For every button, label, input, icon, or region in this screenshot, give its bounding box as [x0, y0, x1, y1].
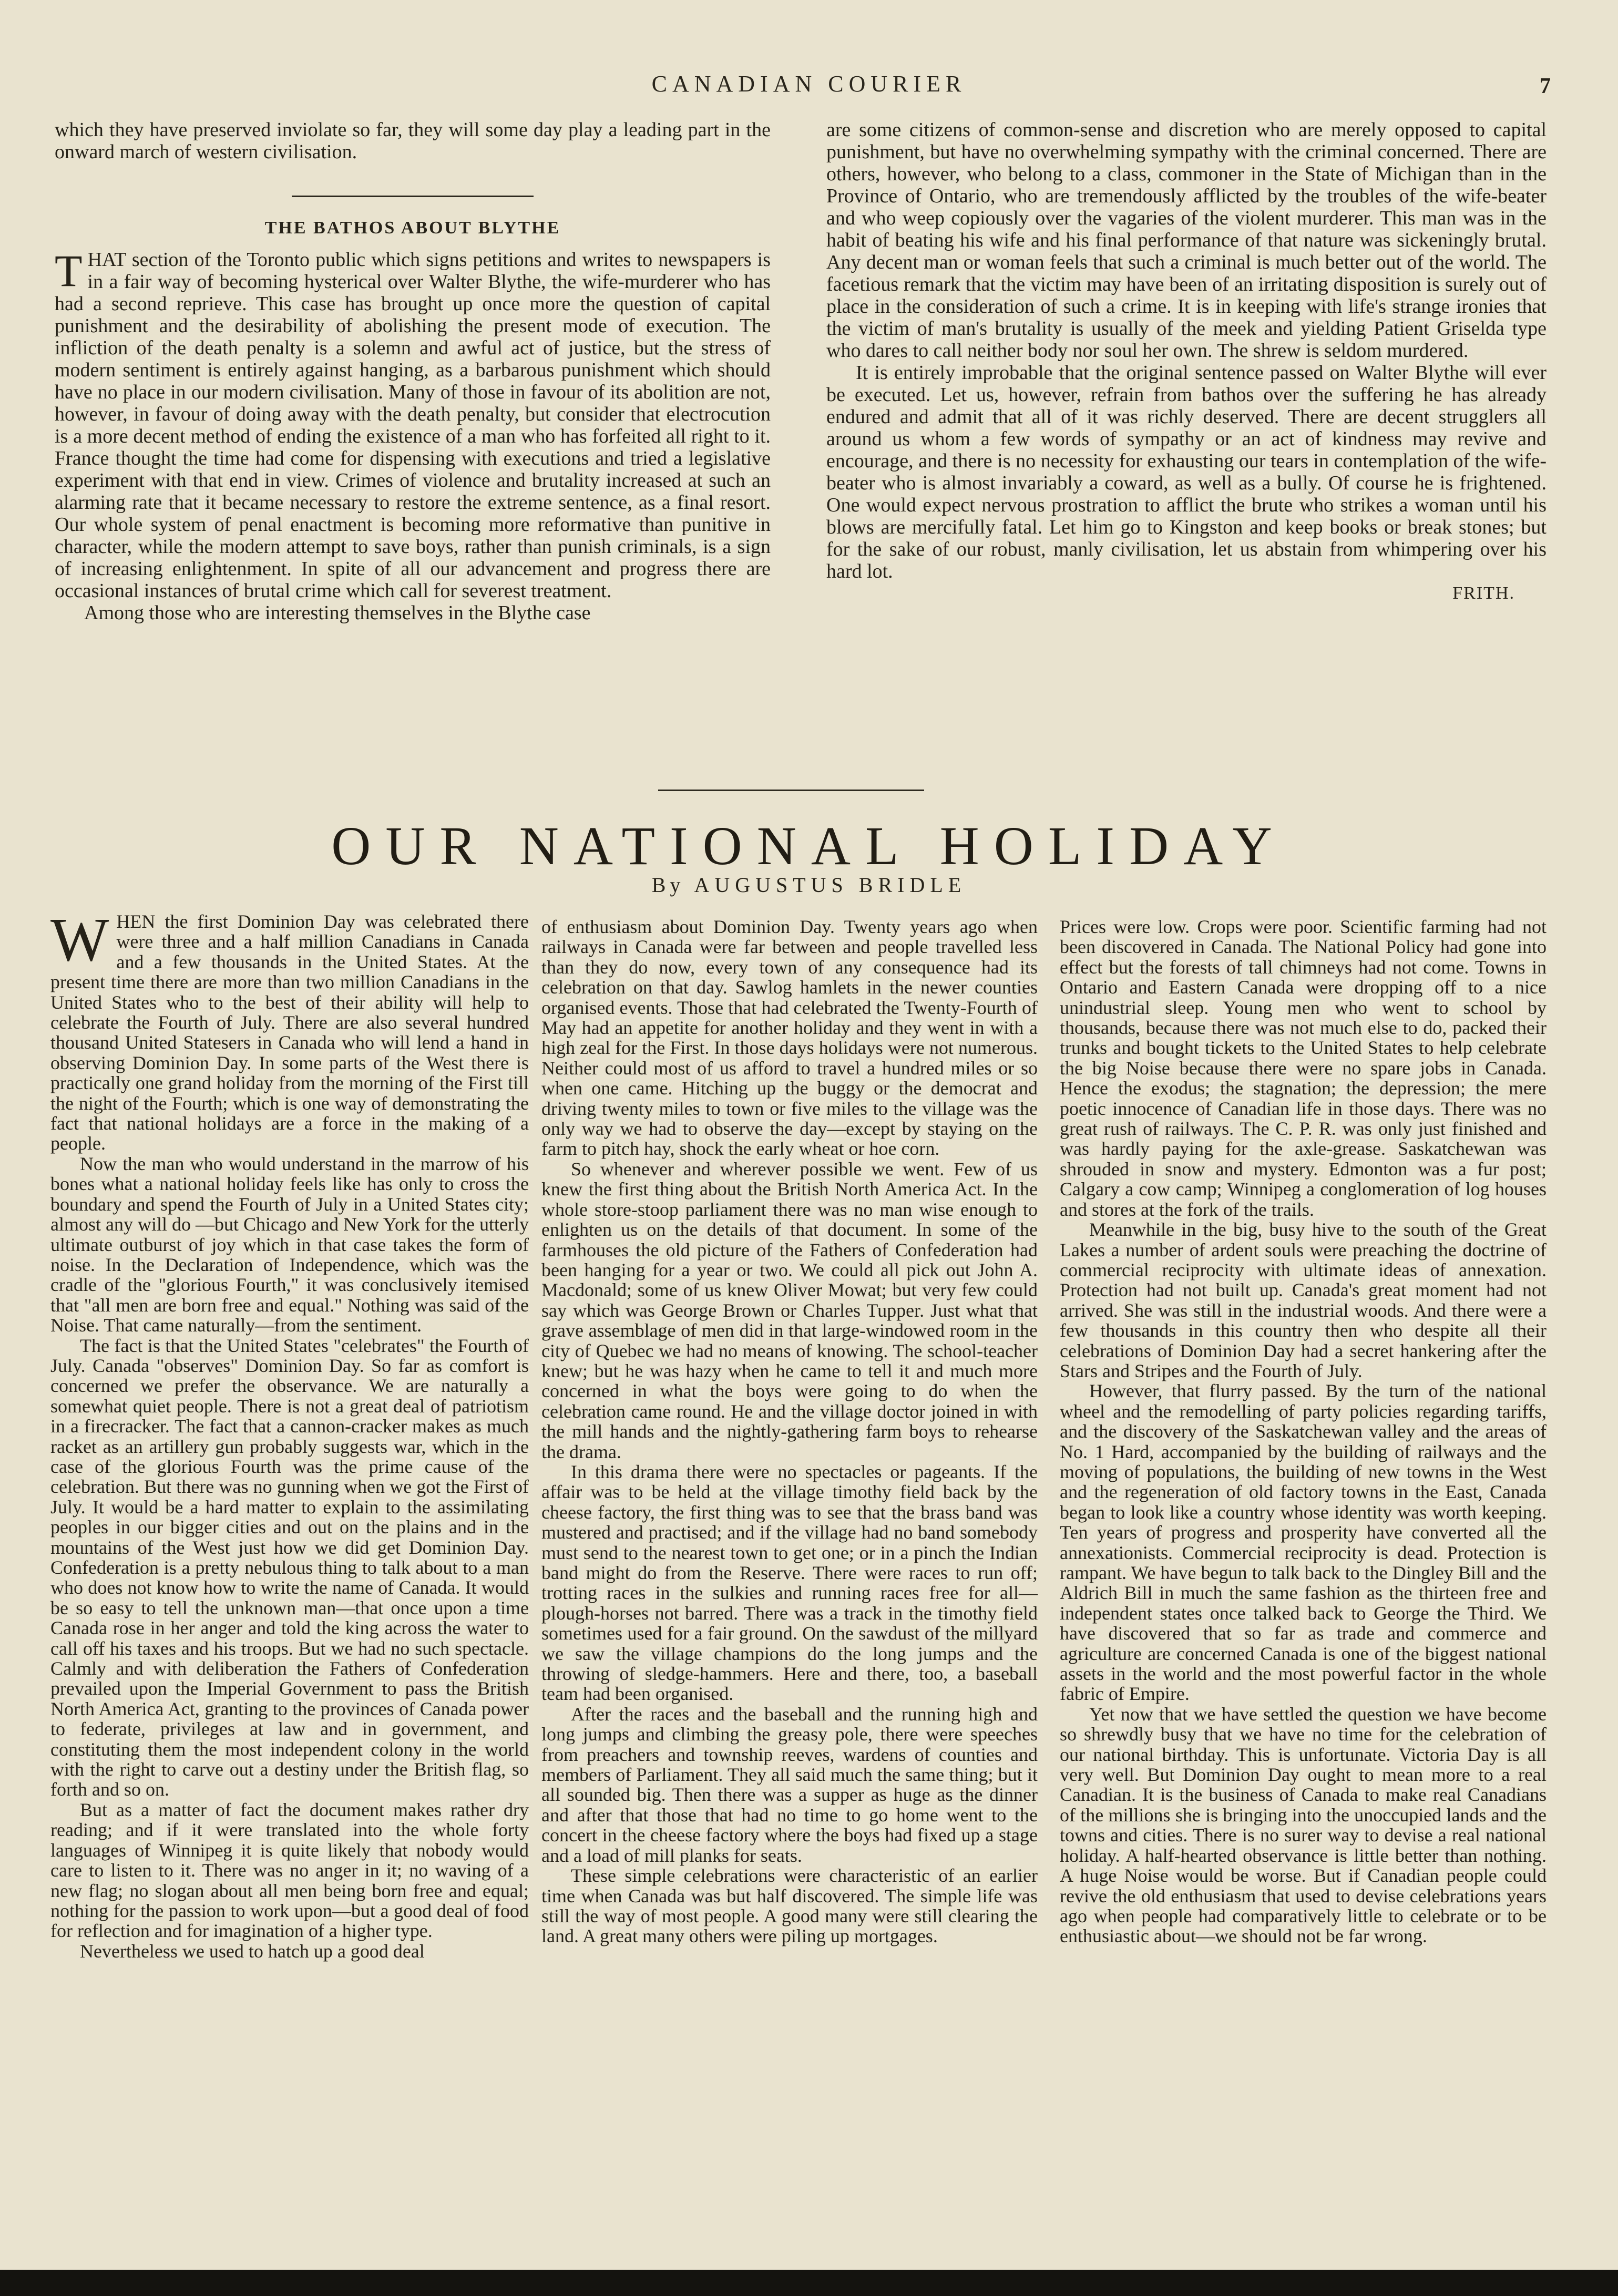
drop-cap: T: [55, 245, 83, 296]
article-paragraph: Prices were low. Crops were poor. Scientific farming had not been discovered in Canada. The National Policy had gone into effect but the forests of tall chimneys had not come. Towns in Ontario and Eastern Canada were dropping off to a nice unindustrial sleep. Young men who went to school by thousands, because there was not much else to do, packed their trunks and bought tickets to the United States to help celebrate the big Noise because there were no spare jobs in Canada. Hence the exodus; the stagnation; the depression; the mere poetic innocence of Canadian life in those days. There was no great rush of railways. The C. P. R. was only just finished and was hardly paying for the axle-grease. Saskatchewan was shrouded in snow and mystery. Edmonton was a fur post; Calgary a cow camp; Winnipeg a conglomeration of log houses and stores at the fork of the trails.: [1060, 916, 1547, 1220]
article-column-1: [50, 905, 529, 1962]
page-header-title: CANADIAN COURIER: [651, 71, 967, 97]
article-paragraph: After the races and the baseball and the running high and long jumps and climbing the greasy pole, there were speeches from preachers and township reeves, wardens of counties and members of Parliament. They all said much the same thing; but it all sounded big. Then there was a supper as huge as the dinner and after that those that had no time to go home went to the concert in the cheese factory where the boys had fixed up a stage and a load of mill planks for seats.: [541, 1703, 1038, 1866]
editorial-paragraph: It is entirely improbable that the original sentence passed on Walter Blythe will ever be executed. Let us, however, refrain from bathos over the suffering he has already endured and admit that all of it was richly deserved. There are decent strugglers all around us whom a few words of sympathy or an act of kindness may revive and encourage, and there is no necessity for exhausting our tears in contemplation of the wife-beater who is almost invariably a coward, as well as a bully. Of course he is frightened. One would expect nervous prostration to afflict the brute who strikes a woman until his blows are mercifully fatal. Let him go to Kingston and keep books or break stones; but for the sake of our robust, manly civilisation, let us abstain from whimpering over his hard lot.: [826, 362, 1547, 582]
article-paragraph: So whenever and wherever possible we went. Few of us knew the first thing about the British North America Act. In the whole store-stoop parliament there was no man wise enough to enlighten us on the details of that document. In some of the farmhouses the old picture of the Fathers of Confederation had been hanging for a year or two. We could all pick out John A. Macdonald; some of us knew Oliver Mowat; but very few could say which was George Brown or Charles Tupper. Just what that grave assemblage of men did in that large-windowed room in the city of Quebec we had no means of knowing. The school-teacher knew; but he was hazy when he came to tell it and much more concerned in what the boys were going to do when the celebration came round. He and the village doctor joined in with the mill hands and the nightly-gathering farm boys to rehearse the drama.: [541, 1158, 1038, 1462]
byline-prefix: By: [651, 873, 685, 897]
article-paragraph: However, that flurry passed. By the turn of the national wheel and the remodelling of party policies regarding tariffs, and the discovery of the Saskatchewan valley and the areas of No. 1 Hard, accompanied by the building of railways and the moving of populations, the building of new towns in the West and the regeneration of old factory towns in the East, Canada began to look like a country whose identity was worth keeping. Ten years of progress and prosperity have converted all the annexationists. Commercial reciprocity is dead. Protection is rampant. We have begun to talk back to the Dingley Bill and the Aldrich Bill in much the same fashion as the thirteen free and independent states once talked back to George the Third. We have discovered that so far as trade and commerce and agriculture are concerned Canada is one of the biggest national assets in the world and the most powerful factor in the whole fabric of Empire.: [1060, 1380, 1547, 1705]
page-bottom-edge: [0, 2270, 1618, 2296]
continued-paragraph: which they have preserved inviolate so far, they will some day play a leading part in the onward march of western civilisation.: [55, 119, 771, 163]
editorial-right-column: [826, 119, 1547, 604]
editorial-paragraph: THAT section of the Toronto public which signs petitions and writes to newspapers is in a fair way of becoming hysterical over Walter Blythe, the wife-murderer who has had a second reprieve. This case has brought up once more the question of capital punishment and the desirability of abolishing the present mode of execution. The infliction of the death penalty is a solemn and awful act of justice, but the stress of modern sentiment is entirely against hanging, as a barbarous punishment which should have no place in our modern civilisation. Many of those in favour of its abolition are not, however, in favour of doing away with the death penalty, but consider that electrocution is a more decent method of ending the existence of a man who has forfeited all right to it. France thought the time had come for dispensing with executions and tried a legislative experiment with that end in view. Crimes of violence and brutality increased at such an alarming rate that it became necessary to restore the extreme sentence, as a final resort. Our whole system of penal enactment is becoming more reformative than punitive in character, while the modern attempt to save boys, rather than punish criminals, is a sign of increasing enlightenment. In spite of all our advancement and progress there are occasional instances of brutal crime which call for severest treatment.: [55, 245, 771, 602]
section-title: THE BATHOS ABOUT BLYTHE: [264, 218, 561, 238]
drop-cap: W: [50, 905, 109, 974]
article-paragraph: Yet now that we have settled the question we have become so shrewdly busy that we have no time for the celebration of our national birthday. This is unfortunate. Victoria Day is all very well. But Dominion Day ought to mean more to a real Canadian. It is the business of Canada to make real Canadians of the millions she is bringing into the unoccupied lands and the towns and cities. There is no surer way to devise a real national holiday. A half-hearted observance is little better than nothing. A huge Noise would be worse. But if Canadian people could revive the old enthusiasm that used to devise celebrations years ago when people had comparatively little to celebrate or to be enthusiastic about—we should not be far wrong.: [1060, 1703, 1547, 1947]
article-paragraph: Now the man who would understand in the marrow of his bones what a national holiday feels like has only to cross the boundary and spend the Fourth of July in a United States city; almost any will do —but Chicago and New York for the utterly ultimate outburst of joy which in that case takes the form of noise. In the Declaration of Independence, which was the cradle of the "glorious Fourth," it was conclusively itemised that "all men are born free and equal." Nothing was said of the Noise. That came naturally—from the sentiment.: [50, 1153, 529, 1336]
editorial-paragraph: Among those who are interesting themselves in the Blythe case: [84, 602, 591, 624]
author-name: AUGUSTUS BRIDLE: [694, 873, 967, 897]
article-paragraph: Nevertheless we used to hatch up a good deal: [80, 1940, 425, 1962]
article-divider: [658, 790, 924, 791]
article-paragraph: WHEN the first Dominion Day was celebrated there were three and a half million Canadians in Canada and a few thousands in the United States. At the present time there are more than two million Canadians in the United States who to the best of their ability will help to celebrate the Fourth of July. There are also several hundred thousand United Statesers in Canada who will lend a hand in observing Dominion Day. In some parts of the West there is practically one grand holiday from the morning of the First till the night of the Fourth; which is one way of demonstrating the fact that national holidays are a force in the making of a people.: [50, 905, 529, 1154]
article-paragraph: But as a matter of fact the document makes rather dry reading; and if it were translated into the whole forty languages of Winnipeg it is quite likely that nobody would care to listen to it. There was no anger in it; no waving of a new flag; no slogan about all men being born free and equal; nothing for the passion to work upon—but a good deal of food for reflection and for imagination of a higher type.: [50, 1799, 529, 1942]
page-number: 7: [1540, 74, 1551, 98]
article-paragraph: These simple celebrations were characteristic of an earlier time when Canada was but half discovered. The simple life was still the way of most people. A good many were still clearing the land. A great many others were piling up mortgages.: [541, 1865, 1038, 1947]
article-title: OUR NATIONAL HOLIDAY: [331, 816, 1287, 876]
article-paragraph: of enthusiasm about Dominion Day. Twenty years ago when railways in Canada were far between and people travelled less than they do now, every town of any consequence had its celebration on that day. Sawlog hamlets in the newer counties organised events. Those that had celebrated the Twenty-Fourth of May had an appetite for another holiday and they went in with a high zeal for the First. In those days holidays were not numerous. Neither could most of us afford to travel a hundred miles or so when one came. Hitching up the buggy or the democrat and driving twenty miles to town or five miles to the village was the only way we had to observe the day—except by staying on the farm to pitch hay, shock the early wheat or hoe corn.: [541, 916, 1038, 1160]
signature: FRITH.: [1452, 583, 1515, 603]
section-divider: [292, 196, 534, 197]
editorial-left-column: [55, 119, 771, 624]
article-column-3: [1060, 917, 1547, 1946]
article-column-2: [541, 917, 1038, 1946]
article-paragraph: In this drama there were no spectacles or pageants. If the affair was to be held at the village timothy field back by the cheese factory, the first thing was to see that the brass band was mustered and practised; and if the village had no band somebody must send to the nearest town to get one; or in a pinch the Indian band might do from the Reserve. There were races to run off; trotting races in the sulkies and running races free for all—plough-horses not barred. There was a track in the timothy field sometimes used for a fair ground. On the sawdust of the millyard we saw the village champions do the long jumps and the throwing of sledge-hammers. Here and there, too, a baseball team had been organised.: [541, 1461, 1038, 1705]
article-byline: [0, 873, 1618, 897]
article-paragraph: Meanwhile in the big, busy hive to the south of the Great Lakes a number of ardent souls were preaching the doctrine of commercial reciprocity with ultimate ideas of annexation. Protection had not built up. Canada's great moment had not arrived. She was still in the industrial woods. And there were a few thousands in this country then who despite all their celebrations of Dominion Day had a secret hankering after the Stars and Stripes and the Fourth of July.: [1060, 1219, 1547, 1381]
article-paragraph: The fact is that the United States "celebrates" the Fourth of July. Canada "observes" Dominion Day. So far as comfort is concerned we prefer the observance. We are naturally a somewhat quiet people. There is not a great deal of patriotism in a firecracker. The fact that a cannon-cracker makes as much racket as an artillery gun probably suggests war, which in the case of the glorious Fourth was the prime cause of the celebration. But there was no gunning when we got the First of July. It would be a hard matter to explain to the assimilating peoples in our bigger cities and out on the plains and in the mountains of the West just how we did get Dominion Day. Confederation is a pretty nebulous thing to talk about to a man who does not know how to write the name of Canada. It would be so easy to tell the unknown man—that once upon a time Canada rose in her anger and told the king across the water to call off his taxes and his troops. But we had no such spectacle. Calmly and with deliberation the Fathers of Confederation prevailed upon the Imperial Government to pass the British North America Act, granting to the provinces of Canada power to federate, privileges at law and in government, and constituting them the most independent colony in the world with the right to carve out a destiny under the British flag, so forth and so on.: [50, 1335, 529, 1800]
editorial-paragraph: are some citizens of common-sense and discretion who are merely opposed to capital punishment, but have no overwhelming sympathy with the criminal concerned. There are others, however, who belong to a class, commoner in the State of Michigan than in the Province of Ontario, who are tremendously afflicted by the troubles of the wife-beater and who weep copiously over the vagaries of the violent murderer. This man was in the habit of beating his wife and his final performance of that nature was sickeningly brutal. Any decent man or woman feels that such a criminal is much better out of the world. The facetious remark that the victim may have been of an irritating disposition is surely out of place in the consideration of such a crime. It is in keeping with life's strange ironies that the victim of man's brutality is usually of the meek and yielding Patient Griselda type who dares to call neither body nor soul her own. The shrew is seldom murdered.: [826, 119, 1547, 362]
